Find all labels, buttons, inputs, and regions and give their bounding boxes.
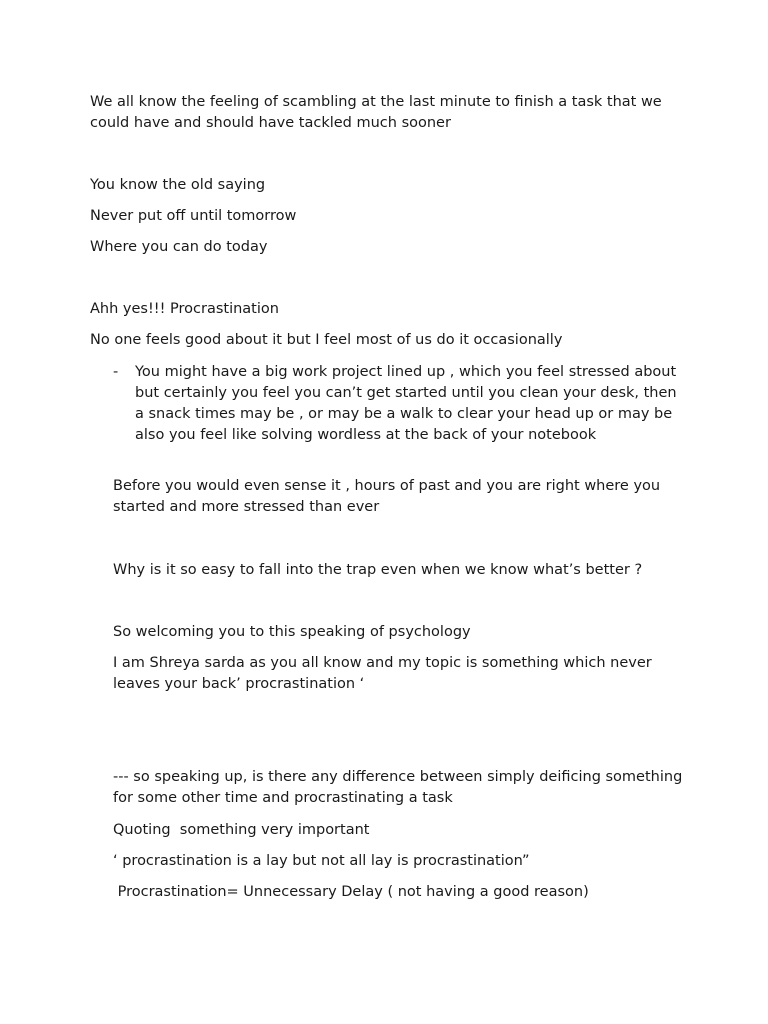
paragraph-where-you-can: Where you can do today bbox=[90, 239, 268, 255]
paragraph-ahh-yes: Ahh yes!!! Procrastination bbox=[90, 301, 279, 317]
paragraph-intro: We all know the feeling of scambling at the last minute to finish a task that we could have and should have tackled much sooner bbox=[90, 94, 667, 131]
paragraph-introduction: I am Shreya sarda as you all know and my topic is something which never leaves your back’ procrastination ‘ bbox=[113, 655, 657, 692]
paragraph-never-put-off: Never put off until tomorrow bbox=[90, 208, 297, 224]
paragraph-old-saying: You know the old saying bbox=[90, 177, 266, 193]
paragraph-quote: ‘ procrastination is a lay but not all lay is procrastination” bbox=[113, 853, 530, 869]
paragraph-why-easy: Why is it so easy to fall into the trap even when we know what’s better ? bbox=[113, 562, 643, 578]
paragraph-difference-question: --- so speaking up, is there any difference between simply deificing something for some other time and procrastinating a task bbox=[113, 769, 687, 806]
paragraph-definition: Procrastination= Unnecessary Delay ( not having a good reason) bbox=[113, 884, 589, 900]
paragraph-quoting: Quoting something very important bbox=[113, 822, 370, 838]
paragraph-welcoming: So welcoming you to this speaking of psychology bbox=[113, 624, 471, 640]
bullet-text: You might have a big work project lined up , which you feel stressed about but certainly you feel you can’t get started until you clean your desk, then a snack times may be , or may be a walk to clear your head up or may be also you feel like solving wordless at the back of your notebook bbox=[135, 364, 677, 443]
paragraph-before-you-sense: Before you would even sense it , hours of past and you are right where you started and more stressed than ever bbox=[113, 478, 665, 515]
bullet-marker: - bbox=[113, 364, 119, 380]
paragraph-no-one-feels: No one feels good about it but I feel most of us do it occasionally bbox=[90, 332, 563, 348]
